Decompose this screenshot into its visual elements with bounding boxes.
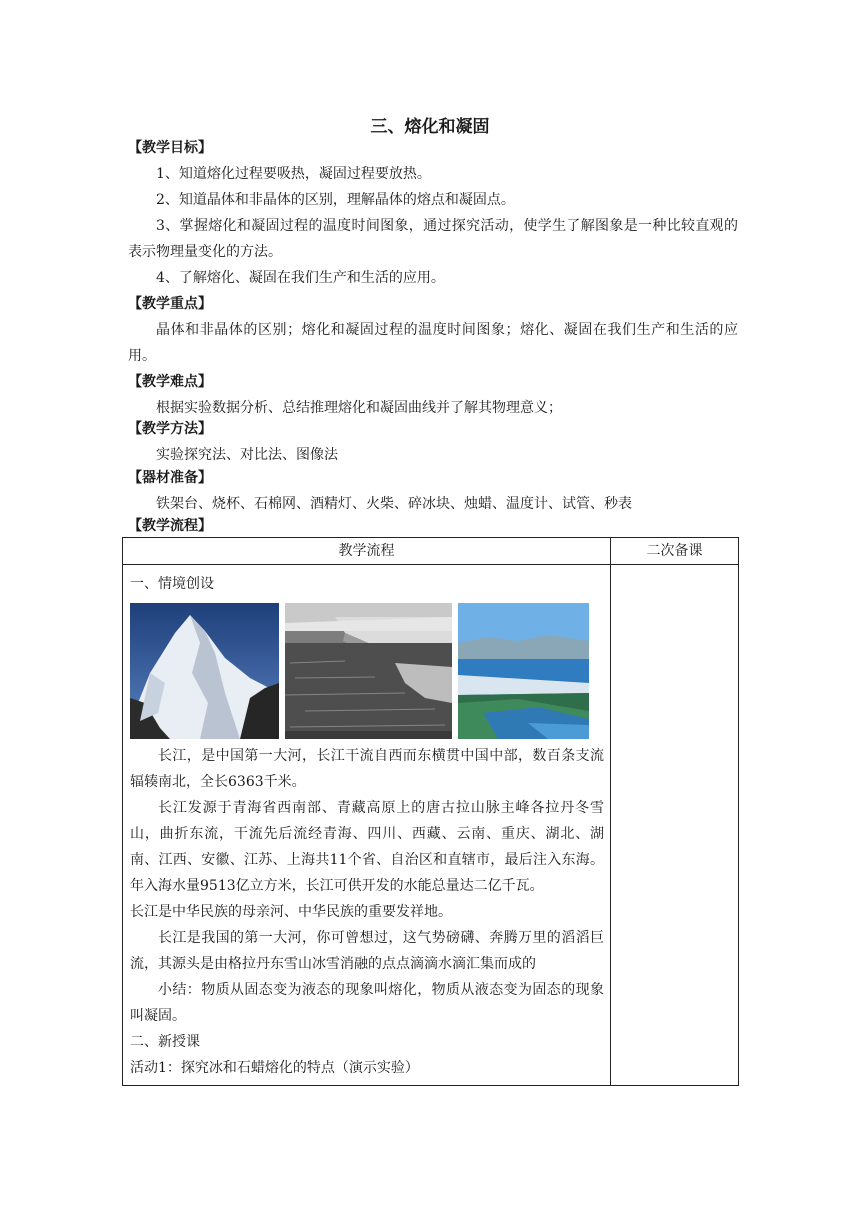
difficulties-text: 根据实验数据分析、总结推理熔化和凝固曲线并了解其物理意义； [156, 400, 562, 416]
materials-text: 铁架台、烧杯、石棉网、酒精灯、火柴、碎冰块、烛蜡、温度计、试管、秒表 [156, 496, 632, 512]
paragraph-yangtze-source: 长江发源于青海省西南部、青藏高原上的唐古拉山脉主峰各拉丹冬雪山，曲折东流，干流先后流经青海、四川、西藏、云南、重庆、湖北、湖南、江西、安徽、江苏、上海共11个省、自治区和直辖市，最后注入东海。年入海水量9513亿立方米，长江可供开发的水能总量达二亿千瓦。 [130, 800, 604, 894]
objectives-heading: 【教学目标】 [128, 140, 212, 156]
snow-mountain-image [130, 603, 279, 739]
materials-heading: 【器材准备】 [128, 470, 212, 486]
process-cell [123, 565, 611, 1086]
objective-item: 1、知道熔化过程要吸热，凝固过程要放热。 [156, 166, 431, 182]
section-scenario-heading: 一、情境创设 [130, 576, 214, 592]
objective-item: 3、掌握熔化和凝固过程的温度时间图象，通过探究活动，使学生了解图象是一种比较直观的表示物理量变化的方法。 [128, 218, 738, 260]
key-points-text: 晶体和非晶体的区别；熔化和凝固过程的温度时间图象；熔化、凝固在我们生产和生活的应用。 [128, 322, 738, 364]
melting-ice-image [285, 603, 452, 739]
yangtze-dam-image [458, 603, 589, 739]
objectives-section [128, 135, 738, 291]
section-new-lesson-heading: 二、新授课 [130, 1034, 200, 1050]
image-strip [130, 603, 604, 739]
teaching-process-table [122, 537, 739, 1086]
objective-item: 4、了解熔化、凝固在我们生产和生活的应用。 [156, 270, 445, 286]
col-header-second-prep: 二次备课 [611, 538, 739, 565]
key-points-section [128, 291, 738, 369]
page-title: 三、熔化和凝固 [370, 117, 490, 137]
materials-section [128, 465, 738, 517]
table-header-row [123, 538, 739, 565]
summary-text: 小结：物质从固态变为液态的现象叫熔化，物质从液态变为固态的现象叫凝固。 [130, 982, 604, 1024]
methods-text: 实验探究法、对比法、图像法 [156, 447, 338, 463]
col-header-process: 教学流程 [123, 538, 611, 565]
second-prep-cell [611, 565, 739, 1086]
objective-item: 2、知道晶体和非晶体的区别，理解晶体的熔点和凝固点。 [156, 192, 515, 208]
difficulties-heading: 【教学难点】 [128, 374, 212, 390]
difficulties-section [128, 369, 738, 421]
methods-section [128, 416, 738, 468]
paragraph-mother-river: 长江是中华民族的母亲河、中华民族的重要发祥地。 [130, 904, 452, 920]
paragraph-yangtze-intro: 长江，是中国第一大河，长江干流自西而东横贯中国中部，数百条支流辐辏南北，全长6363千米。 [130, 748, 604, 790]
table-row [123, 565, 739, 1086]
process-heading: 【教学流程】 [128, 518, 212, 534]
activity-text: 活动1：探究冰和石蜡熔化的特点（演示实验） [130, 1060, 419, 1076]
paragraph-river-origin: 长江是我国的第一大河，你可曾想过，这气势磅礴、奔腾万里的滔滔巨流，其源头是由格拉丹东雪山冰雪消融的点点滴滴水滴汇集而成的 [130, 930, 604, 972]
methods-heading: 【教学方法】 [128, 421, 212, 437]
key-points-heading: 【教学重点】 [128, 296, 212, 312]
